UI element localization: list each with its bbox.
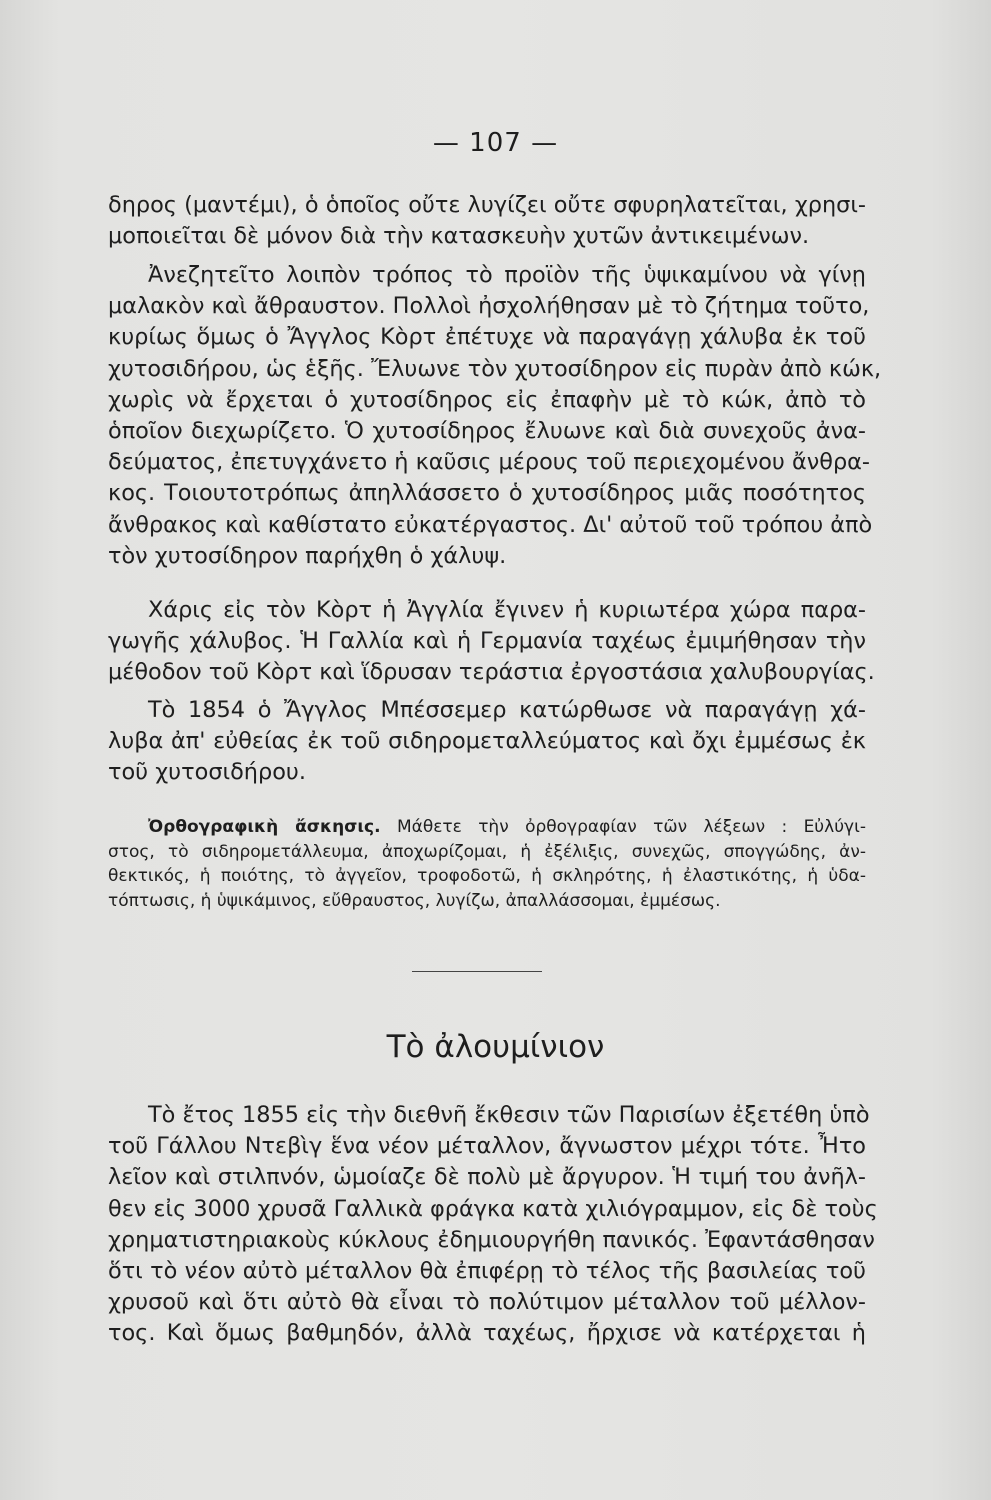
exercise-line: στος, τὸ σιδηρομετάλλευμα, ἀποχωρίζομαι, ἡ ἐξέλιξις, συνεχῶς, σπογγώδης, ἀν- (108, 841, 866, 862)
text-line: δεύματος, ἐπετυγχάνετο ἡ καῦσις μέρους τοῦ περιεχομένου ἄνθρα- (108, 449, 871, 476)
text-line: χωρὶς νὰ ἔρχεται ὁ χυτοσίδηρος εἰς ἐπαφὴν μὲ τὸ κώκ, ἀπὸ τὸ (108, 386, 866, 413)
text-line: ἄνθρακος καὶ καθίστατο εὐκατέργαστος. Δι' αὐτοῦ τοῦ τρόπου ἀπὸ (108, 511, 873, 538)
text-line: τὸν χυτοσίδηρον παρήχθη ὁ χάλυψ. (108, 542, 507, 569)
text-line: τος. Καὶ ὅμως βαθμηδόν, ἀλλὰ ταχέως, ἤρχισε νὰ κατέρχεται ἡ (108, 1320, 866, 1347)
exercise-title: Ὀρθογραφικὴ ἄσκησις. (148, 817, 381, 837)
text-line: κος. Τοιουτοτρόπως ἀπηλλάσσετο ὁ χυτοσίδηρος μιᾶς ποσότητος (108, 480, 866, 507)
text-line: δηρος (μαντέμι), ὁ ὁποῖος οὔτε λυγίζει οὔτε σφυρηλατεῖται, χρησι- (108, 192, 866, 218)
text-line: μαλακὸν καὶ ἄθραυστον. Πολλοὶ ἠσχολήθησαν μὲ τὸ ζήτημα τοῦτο, (108, 293, 870, 320)
text-line: τοῦ χυτοσιδήρου. (108, 759, 306, 786)
exercise-line: θεκτικός, ἡ ποιότης, τὸ ἀγγεῖον, τροφοδοτῶ, ἡ σκληρότης, ἡ ἐλαστικότης, ἡ ὑδα- (108, 866, 866, 887)
section-title: Τὸ ἀλουμίνιον (386, 1029, 605, 1065)
paragraph-bessemer (108, 695, 866, 789)
text-line: χρυσοῦ καὶ ὅτι αὐτὸ θὰ εἶναι τὸ πολύτιμον μέταλλον τοῦ μέλλον- (108, 1289, 866, 1316)
text-line: Ἀνεζητεῖτο λοιπὸν τρόπος τὸ προϊὸν τῆς ὑψικαμίνου νὰ γίνῃ (148, 262, 866, 288)
text-line: τοῦ Γάλλου Ντεβὶγ ἕνα νέον μέταλλον, ἄγνωστον μέχρι τότε. Ἦτο (108, 1133, 866, 1160)
exercise-line: τόπτωσις, ἡ ὑψικάμινος, εὔθραυστος, λυγίζω, ἀπαλλάσσομαι, ἐμμέσως. (108, 890, 721, 911)
text-line: χρηματιστηριακοὺς κύκλους ἐδημιουργήθη πανικός. Ἐφαντάσθησαν (108, 1226, 875, 1253)
text-line: κυρίως ὅμως ὁ Ἄγγλος Κὸρτ ἐπέτυχε νὰ παραγάγῃ χάλυβα ἐκ τοῦ (108, 324, 866, 351)
paragraph-kort-method (108, 260, 882, 572)
text-line: Τὸ ἔτος 1855 εἰς τὴν διεθνῆ ἔκθεσιν τῶν Παρισίων ἐξετέθη ὑπὸ (148, 1102, 870, 1128)
exercise-line (108, 815, 866, 840)
text-line: ὁποῖον διεχωρίζετο. Ὁ χυτοσίδηρος ἔλυωνε καὶ διὰ συνεχοῦς ἀνα- (108, 417, 866, 444)
page-number: — 107 — (432, 128, 559, 158)
text-line: μοποιεῖται δὲ μόνον διὰ τὴν κατασκευὴν χυτῶν ἀντικειμένων. (108, 223, 810, 250)
text-line: μέθοδον τοῦ Κὸρτ καὶ ἵδρυσαν τεράστια ἐργοστάσια χαλυβουργίας. (108, 659, 875, 686)
text-line: λυβα ἀπ' εὐθείας ἐκ τοῦ σιδηρομεταλλεύματος καὶ ὄχι ἐμμέσως ἐκ (108, 728, 866, 755)
section-divider (412, 971, 542, 972)
paragraph-aluminium (108, 1100, 878, 1350)
paragraph-england-steel (108, 595, 875, 689)
text-line: ὅτι τὸ νέον αὐτὸ μέταλλον θὰ ἐπιφέρῃ τὸ τέλος τῆς βασιλείας τοῦ (108, 1257, 866, 1284)
text-line: λεῖον καὶ στιλπνόν, ὡμοίαζε δὲ πολὺ μὲ ἄργυρον. Ἡ τιμή του ἀνῆλ- (108, 1164, 866, 1191)
text-line: θεν εἰς 3000 χρυσᾶ Γαλλικὰ φράγκα κατὰ χιλιόγραμμον, εἰς δὲ τοὺς (108, 1195, 878, 1222)
paragraph-continuation (108, 190, 866, 252)
text-line: Τὸ 1854 ὁ Ἄγγλος Μπέσσεμερ κατώρθωσε νὰ παραγάγῃ χά- (148, 697, 866, 723)
text-line: χυτοσιδήρου, ὡς ἑξῆς. Ἔλυωνε τὸν χυτοσίδηρον εἰς πυρὰν ἀπὸ κώκ, (108, 355, 882, 382)
text-line: γωγῆς χάλυβος. Ἡ Γαλλία καὶ ἡ Γερμανία ταχέως ἐμιμήθησαν τὴν (108, 628, 866, 655)
exercise-text: Μάθετε τὴν ὀρθογραφίαν τῶν λέξεων : Εὐλύγι- (396, 817, 866, 837)
text-line: Χάρις εἰς τὸν Κὸρτ ἡ Ἀγγλία ἔγινεν ἡ κυριωτέρα χώρα παρα- (148, 597, 866, 623)
spelling-exercise (108, 815, 866, 913)
